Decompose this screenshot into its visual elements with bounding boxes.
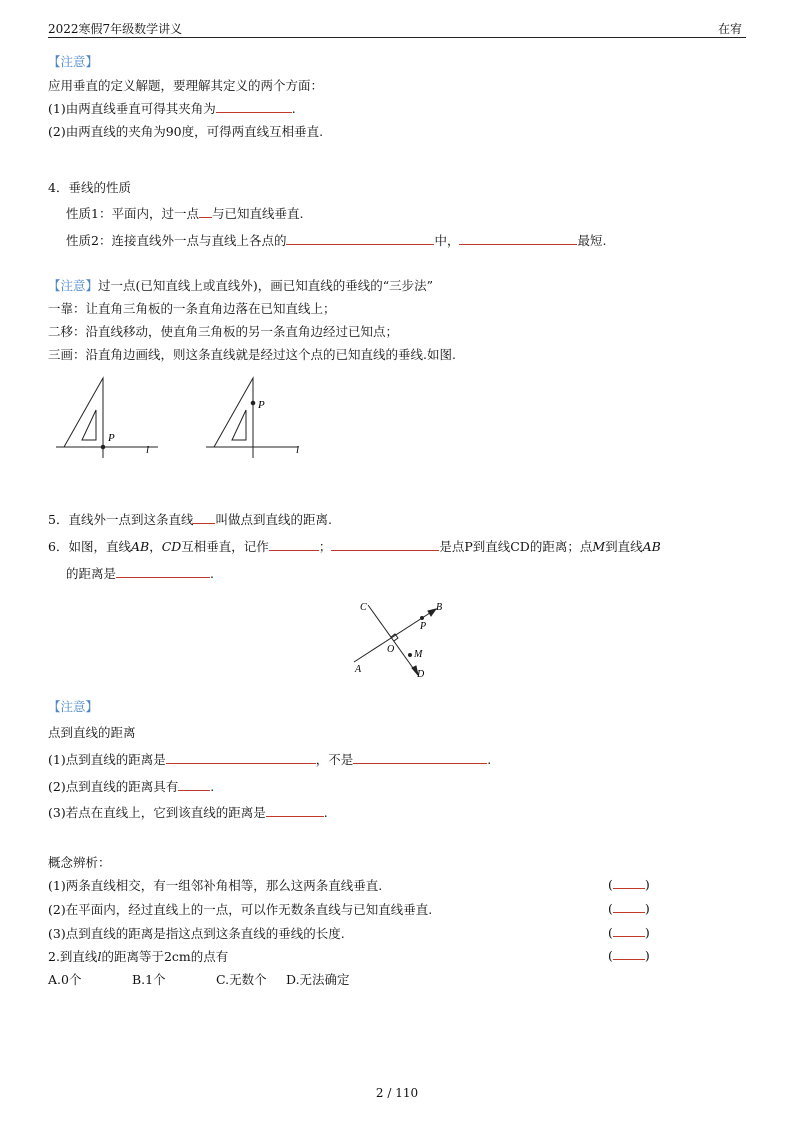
section-title: 4．垂线的性质: [48, 180, 131, 195]
option-c[interactable]: C.无数个: [216, 972, 267, 987]
statement-1: (1)两条直线相交，有一组邻补角相等，那么这两条直线垂直.: [48, 878, 383, 893]
fill-blank[interactable]: [116, 565, 210, 578]
point-m: [409, 654, 412, 657]
fill-blank[interactable]: [269, 538, 319, 551]
label-l-right: l: [296, 444, 300, 456]
var-ab: AB: [130, 539, 150, 554]
label-m: M: [414, 649, 423, 660]
fill-blank[interactable]: [331, 538, 439, 551]
property-2-text-end: 最短.: [577, 233, 607, 248]
note-tag: 【注意】: [48, 699, 99, 714]
item-6-text-mid2: 是点P到直线CD的距离；点: [439, 539, 593, 554]
statement-3: (3)点到直线的距离是指这点到这条直线的垂线的长度.: [48, 926, 345, 941]
fill-blank[interactable]: [166, 751, 316, 764]
item-5: [48, 510, 332, 528]
distance-q2: [48, 777, 214, 795]
fill-blank[interactable]: [216, 100, 292, 113]
label-d: D: [417, 669, 425, 680]
fill-blank[interactable]: [199, 205, 212, 218]
period: .: [291, 101, 296, 116]
set-square-left: [56, 378, 158, 458]
paren-open: (: [608, 925, 613, 940]
var-ab: AB: [642, 539, 661, 554]
option-d[interactable]: D.无法确定: [286, 972, 350, 987]
label-l-left: l: [146, 444, 150, 456]
paren-open: (: [608, 948, 613, 963]
label-a: A: [355, 664, 362, 675]
step-2: 二移：沿直线移动，使直角三角板的另一条直角边经过已知点；: [48, 324, 399, 339]
item-6-text: 6．如图，直线: [48, 539, 131, 554]
statement-2: (2)在平面内，经过直线上的一点，可以作无数条直线与已知直线垂直.: [48, 902, 433, 917]
distance-q1-text: (1)点到直线的距离是: [48, 752, 166, 767]
header-author: 在宥: [718, 22, 743, 36]
note-point-1: [48, 99, 296, 117]
paren-close: ): [644, 948, 650, 963]
property-2-text-mid: 中，: [434, 233, 460, 248]
question-2: [48, 947, 228, 965]
fill-blank[interactable]: [286, 232, 434, 245]
line-cd: [368, 605, 418, 675]
item-6: [48, 537, 661, 555]
note-tag: 【注意】: [48, 278, 99, 293]
arrow-b: [428, 609, 436, 616]
property-1-text: 性质1：平面内，过一点: [66, 206, 199, 221]
var-l: l: [97, 949, 102, 964]
answer-blank[interactable]: [613, 900, 645, 913]
label-p: P: [420, 621, 427, 632]
step-3: 三画：沿直角边画线，则这条直线就是经过这个点的已知直线的垂线.如图.: [48, 347, 456, 362]
label-p-right: P: [258, 399, 265, 411]
paren-open: (: [608, 877, 613, 892]
point-p: [421, 617, 424, 620]
distance-q3-text: (3)若点在直线上，它到该直线的距离是: [48, 805, 266, 820]
question-2-text-end: 的距离等于2cm的点有: [101, 949, 229, 964]
page-number: 2 / 110: [375, 1086, 419, 1100]
note-head: 过一点(已知直线上或直线外)，画已知直线的垂线的“三步法”: [98, 278, 434, 293]
property-2-text: 性质2：连接直线外一点与直线上各点的: [66, 233, 287, 248]
option-b[interactable]: B.1个: [132, 972, 166, 987]
analysis-title: 概念辨析：: [48, 855, 111, 870]
property-1: [66, 204, 303, 222]
note-head: 点到直线的距离: [48, 725, 136, 740]
distance-q1-mid: ，不是: [315, 752, 354, 767]
set-square-figure: [48, 370, 318, 470]
answer-blank[interactable]: [613, 947, 645, 960]
distance-q3: [48, 803, 328, 821]
item-5-text: 5．直线外一点到这条直线: [48, 512, 194, 527]
option-a[interactable]: A.0个: [48, 972, 82, 987]
label-o: O: [387, 644, 395, 655]
item-6-text-mid3: 到直线: [605, 539, 643, 554]
period: .: [210, 779, 215, 794]
answer-paren-3[interactable]: [608, 924, 650, 940]
answer-paren-1[interactable]: [608, 876, 650, 892]
step-1: 一靠：让直角三角板的一条直角边落在已知直线上；: [48, 301, 336, 316]
set-square-right: [206, 378, 298, 458]
paren-close: ): [644, 925, 650, 940]
property-1-text-end: 与已知直线垂直.: [211, 206, 304, 221]
item-5-text-end: 叫做点到直线的距离.: [215, 512, 332, 527]
distance-q2-text: (2)点到直线的距离具有: [48, 779, 179, 794]
fill-blank[interactable]: [459, 232, 577, 245]
answer-paren-4[interactable]: [608, 947, 650, 963]
triangle-inner-right: [232, 410, 246, 440]
header-title: 2022寒假7年级数学讲义: [48, 22, 183, 36]
item-6-line-2: [66, 564, 214, 582]
paren-close: ): [644, 901, 650, 916]
label-p-left: P: [108, 432, 115, 444]
period: .: [210, 566, 214, 581]
answer-paren-2[interactable]: [608, 900, 650, 916]
answer-blank[interactable]: [613, 924, 645, 937]
triangle-inner-left: [82, 410, 96, 440]
note-point-1-text: (1)由两直线垂直可得其夹角为: [48, 101, 216, 116]
note-tag: 【注意】: [48, 54, 99, 69]
question-2-text: 2.到直线: [48, 949, 98, 964]
item-6-text-mid: 互相垂直，记作: [181, 539, 269, 554]
label-c: C: [360, 602, 367, 613]
note-three-steps: [48, 276, 433, 294]
answer-blank[interactable]: [613, 876, 645, 889]
header-rule: [48, 37, 746, 38]
perpendicular-lines-figure: [340, 597, 460, 682]
semicolon: ；: [318, 539, 332, 554]
paren-close: ): [644, 877, 650, 892]
point-p-left: [101, 445, 105, 449]
point-p-right: [251, 401, 255, 405]
paren-open: (: [608, 901, 613, 916]
period: .: [487, 752, 492, 767]
note-intro: 应用垂直的定义解题，要理解其定义的两个方面：: [48, 78, 324, 93]
fill-blank[interactable]: [193, 511, 215, 524]
fill-blank[interactable]: [266, 804, 324, 817]
item-6-text-line2: 的距离是: [66, 566, 117, 581]
period: .: [323, 805, 328, 820]
var-m: M: [592, 539, 606, 554]
fill-blank[interactable]: [178, 778, 210, 791]
comma: ，: [149, 539, 162, 554]
property-2: [66, 231, 606, 249]
label-b: B: [436, 602, 443, 613]
note-point-2: (2)由两直线的夹角为90度，可得两直线互相垂直.: [48, 124, 324, 139]
fill-blank[interactable]: [353, 751, 487, 764]
distance-q1: [48, 750, 491, 768]
var-cd: CD: [161, 539, 182, 554]
